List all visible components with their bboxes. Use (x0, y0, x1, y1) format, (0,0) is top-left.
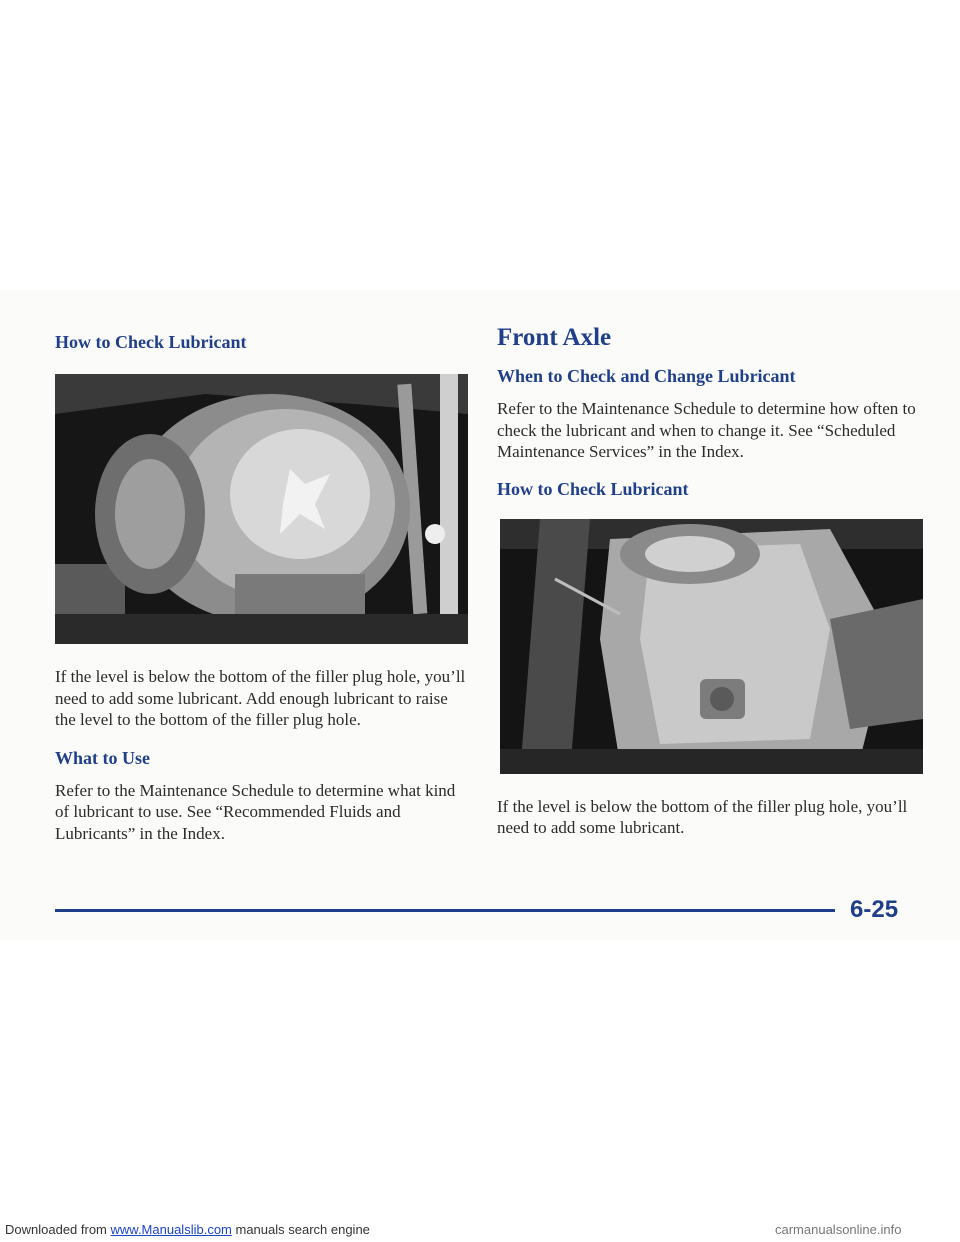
left-column (55, 332, 470, 844)
footer-suffix: manuals search engine (231, 1222, 370, 1237)
right-column (497, 324, 917, 839)
right-heading-how-to-check: How to Check Lubricant (497, 478, 689, 499)
left-paragraph-what-to-use: Refer to the Maintenance Schedule to determine what kind of lubricant to use. See “Recommended Fluids and Lubricants” in the Index. (55, 780, 456, 843)
left-heading-what-to-use: What to Use (55, 747, 150, 768)
front-axle-photo (500, 519, 923, 774)
left-paragraph-level: If the level is below the bottom of the filler plug hole, you’ll need to add some lubricant. Add enough lubricant to raise the level to the bottom of the filler plug hole. (55, 667, 466, 729)
right-heading-when-to-check: When to Check and Change Lubricant (497, 366, 796, 386)
footer-prefix: Downloaded from (5, 1222, 111, 1237)
page-number: 6-25 (850, 896, 899, 923)
right-paragraph-schedule: Refer to the Maintenance Schedule to determine how often to check the lubricant and when to change it. See “Scheduled Maintenance Services” in the Index. (497, 399, 916, 461)
rear-axle-photo (55, 374, 468, 644)
manualslib-link[interactable]: www.Manualslib.com (110, 1222, 232, 1237)
download-footer (5, 1222, 902, 1237)
left-heading-how-to-check: How to Check Lubricant (55, 332, 247, 352)
watermark-text: carmanualsonline.info (775, 1222, 902, 1237)
footer-rule (55, 909, 835, 912)
section-title-front-axle: Front Axle (497, 324, 612, 351)
right-paragraph-level: If the level is below the bottom of the filler plug hole, you’ll need to add some lubricant. (497, 796, 908, 837)
